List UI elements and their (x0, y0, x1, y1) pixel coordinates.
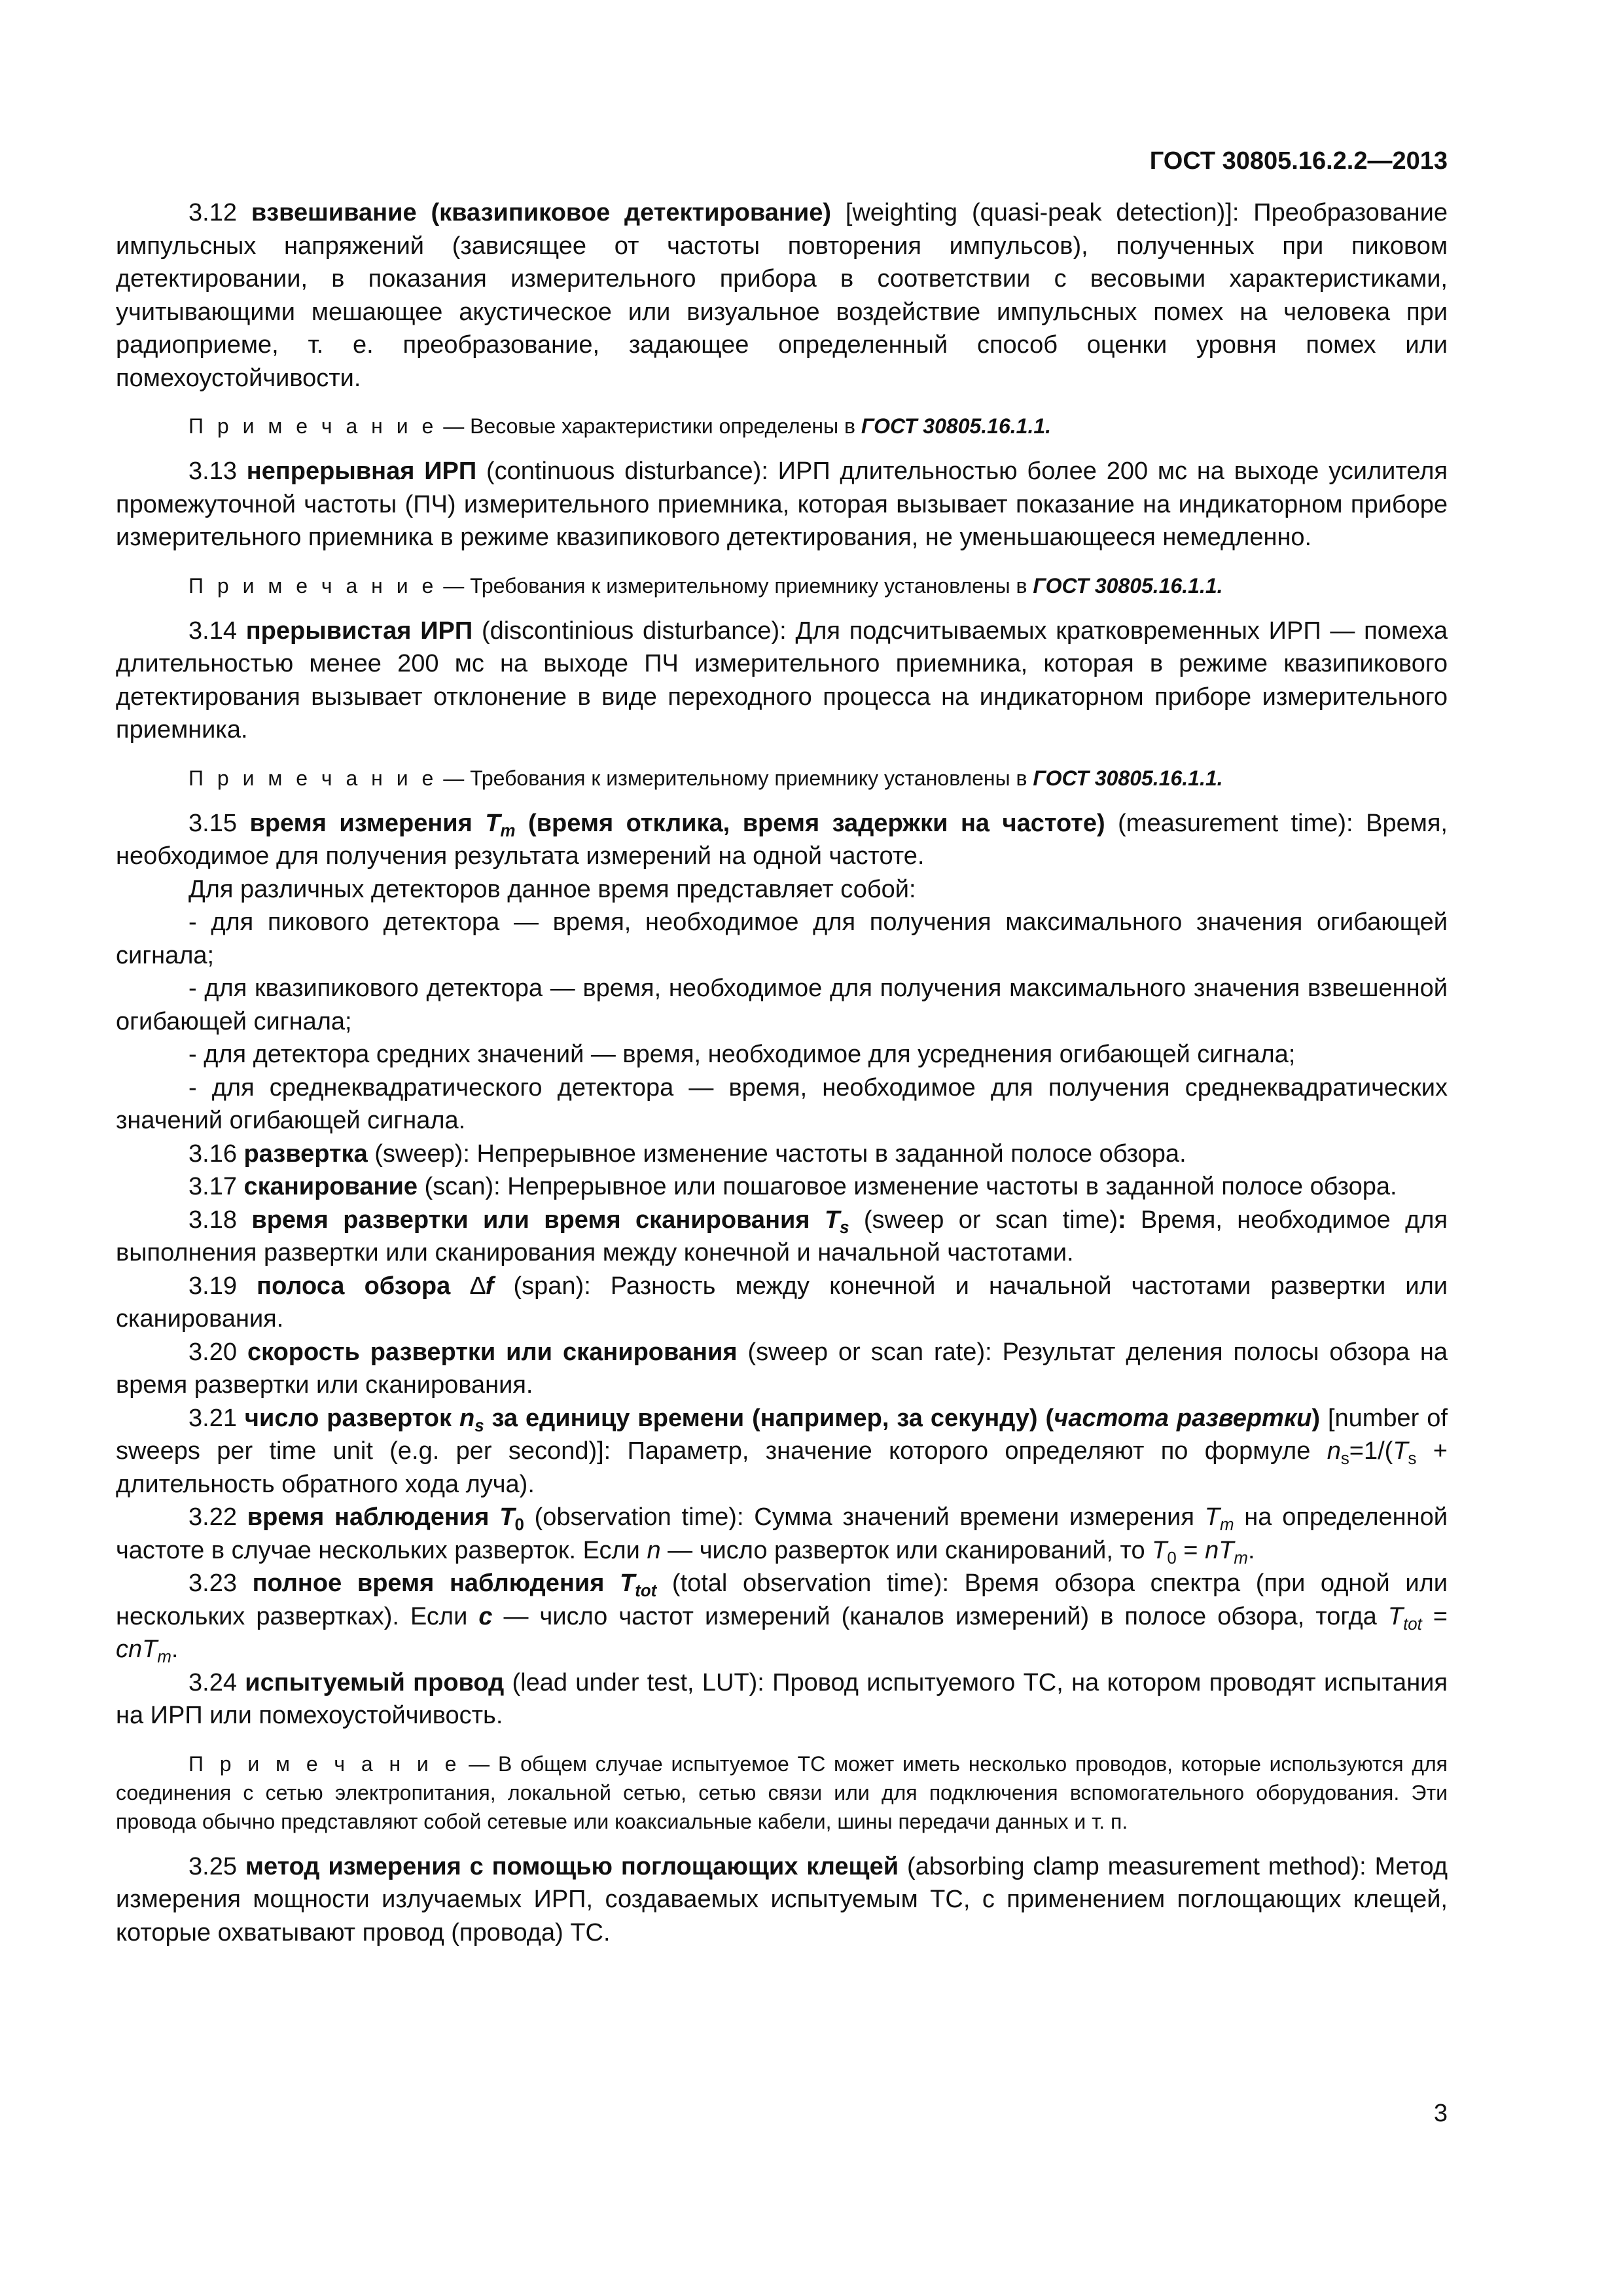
clause-3-19 (116, 1270, 1448, 1336)
formula-text: . (171, 1636, 179, 1663)
definition: (sweep or scan time) (849, 1206, 1118, 1234)
page-number: 3 (1433, 2100, 1448, 2127)
note-text: — Требования к измерительному приемнику установлены в (437, 573, 1033, 598)
term: полное время наблюдения (252, 1570, 620, 1597)
standard-reference: ГОСТ 30805.16.1.1. (1033, 573, 1223, 598)
symbol-subscript: m (500, 821, 516, 840)
formula-symbol: T (1204, 1503, 1220, 1531)
note-label: П р и м е ч а н и е (188, 573, 438, 598)
term: развертка (243, 1139, 368, 1168)
symbol-subscript: tot (635, 1581, 657, 1600)
formula-text: . (1247, 1536, 1255, 1564)
definition: (observation time): Сумма значений времени измерения (524, 1503, 1205, 1531)
formula-subscript: s (1340, 1449, 1349, 1468)
definition: — число разверток или сканирований, то (660, 1536, 1152, 1564)
delta-symbol: ∆ (470, 1272, 486, 1300)
definition: (continuous disturbance): ИРП длительностью более 200 мс на выходе усилителя промежуточной частоты (ПЧ) измерительного приемника, которая вызывает показание на индикаторном приборе измерительного приемника в режиме квазипикового детектирования, не уменьшающееся немедленно. (116, 457, 1448, 551)
definition: [weighting (quasi-peak detection)]: Преобразование импульсных напряжений (зависящее от частоты повторения импульсов), полученных при пиковом детектировании, в показания измерительного прибора в соответствии с весовыми характеристиками, учитывающими мешающее акустическое или визуальное воздействие импульсных помех на человека при радиоприеме, т. е. преобразование, задающее определенный способ оценки уровня помех или помехоустойчивости. (116, 199, 1448, 392)
list-item: - для среднеквадратического детектора — время, необходимое для получения среднеквадратических значений огибающей сигнала. (116, 1073, 1448, 1134)
formula-subscript: m (1220, 1515, 1234, 1534)
definition: (total observation time): Время обзора спектра (при одной или нескольких развертках). Если (116, 1570, 1448, 1630)
clause-number: 3.17 (188, 1173, 244, 1200)
clause-number: 3.18 (188, 1206, 252, 1234)
term: прерывистая ИРП (245, 617, 473, 645)
standard-reference: ГОСТ 30805.16.1.1. (1033, 766, 1223, 790)
clause-number: 3.22 (188, 1503, 247, 1531)
symbol-subscript: s (474, 1416, 484, 1435)
formula-subscript: 0 (1167, 1549, 1177, 1568)
formula-text: = (1421, 1602, 1448, 1630)
symbol: n (459, 1404, 475, 1432)
symbol: T (620, 1570, 635, 1597)
definition: на определенной частоте в случае нескольких разверток. Если (116, 1503, 1448, 1564)
term-text: время измерения (249, 809, 486, 837)
clause-3-22 (116, 1501, 1448, 1567)
definition: + длительность обратного хода луча). (116, 1437, 1448, 1498)
term: испытуемый провод (245, 1668, 505, 1696)
formula-subscript: tot (1403, 1615, 1422, 1634)
clause-3-21 (116, 1402, 1448, 1501)
symbol: T (485, 809, 501, 837)
clause-3-16 (116, 1138, 1448, 1171)
note-text: — Весовые характеристики определены в (437, 414, 861, 438)
formula-subscript: m (1234, 1549, 1248, 1568)
clause-3-18 (116, 1204, 1448, 1270)
definition: (scan): Непрерывное или пошаговое изменение частоты в заданной полосе обзора. (418, 1173, 1397, 1200)
term-text: за единицу времени (например, за секунду) ( (484, 1404, 1054, 1432)
list-item: - для пикового детектора — время, необходимое для получения максимального значения огибающей сигнала; (116, 908, 1448, 969)
term: время развертки или время сканирования (251, 1206, 825, 1234)
term (244, 1404, 1320, 1435)
symbol-subscript: 0 (514, 1515, 524, 1534)
document-header: ГОСТ 30805.16.2.2—2013 (1149, 147, 1448, 175)
term-text: частота развертки (1054, 1404, 1312, 1432)
definition: (span): Разность между конечной и начальной частотами развертки или сканирования. (116, 1272, 1448, 1333)
colon: : (1118, 1206, 1126, 1234)
term: метод измерения с помощью поглощающих клещей (245, 1852, 899, 1880)
formula-subscript: m (157, 1647, 171, 1666)
symbol: f (485, 1272, 494, 1300)
term-text: число разверток (244, 1404, 459, 1432)
definition: (sweep): Непрерывное изменение частоты в заданной полосе обзора. (367, 1139, 1186, 1168)
formula-text: =1/( (1349, 1437, 1393, 1465)
note-3-14 (116, 764, 1448, 793)
clause-number: 3.20 (188, 1338, 247, 1366)
definition: (lead under test, LUT): Провод испытуемого ТС, на котором проводят испытания на ИРП или помехоустойчивость. (116, 1668, 1448, 1729)
clause-number: 3.14 (188, 617, 246, 645)
term: непрерывная ИРП (246, 457, 477, 485)
note-text: — Требования к измерительному приемнику установлены в (437, 766, 1033, 790)
term: взвешивание (квазипиковое детектирование) (251, 199, 832, 226)
clause-number: 3.21 (188, 1404, 245, 1432)
clause-3-15-intro: Для различных детекторов данное время представляет собой: (188, 875, 916, 903)
term-text: (время отклика, время задержки на частоте) (515, 809, 1105, 837)
clause-3-15 (116, 807, 1448, 873)
clause-number: 3.12 (188, 199, 251, 226)
formula-symbol: n (1327, 1437, 1341, 1465)
symbol: T (824, 1206, 840, 1234)
list-item: - для детектора средних значений — время, необходимое для усреднения огибающей сигнала; (188, 1041, 1296, 1068)
document-page (116, 147, 1448, 1949)
clause-number: 3.24 (188, 1668, 245, 1696)
term: полоса обзора (257, 1272, 471, 1300)
formula-symbol: nT (1205, 1536, 1234, 1564)
clause-3-12 (116, 196, 1448, 395)
clause-number: 3.25 (188, 1852, 245, 1880)
formula-symbol: T (1393, 1437, 1408, 1465)
clause-3-23 (116, 1567, 1448, 1666)
note-3-12 (116, 412, 1448, 440)
note-text: — В общем случае испытуемое ТС может иметь несколько проводов, которые используются для соединения с сетью электропитания, локальной сетью, сетью связи или для подключения вспомогательного оборудования. Эти провода обычно представляют собой сетевые или коаксиальные кабели, шины передачи данных и т. п. (116, 1751, 1448, 1833)
note-3-24 (116, 1749, 1448, 1836)
symbol: T (499, 1503, 515, 1531)
term-text: ) (1311, 1404, 1320, 1432)
formula-subscript: s (1408, 1449, 1417, 1468)
definition: (measurement time): Время, необходимое для получения результата измерений на одной частоте. (116, 809, 1448, 870)
symbol-subscript: s (840, 1218, 849, 1237)
formula-symbol: n (647, 1536, 661, 1564)
clause-number: 3.15 (188, 809, 250, 837)
formula-symbol: T (1152, 1536, 1168, 1564)
definition: — число частот измерений (каналов измерений) в полосе обзора, тогда (492, 1602, 1388, 1630)
clause-number: 3.19 (188, 1272, 257, 1300)
note-3-13 (116, 571, 1448, 600)
formula-symbol: c (478, 1602, 493, 1630)
formula-symbol: T (1387, 1602, 1404, 1630)
clause-number: 3.16 (188, 1139, 244, 1168)
clause-number: 3.23 (188, 1570, 253, 1597)
clause-3-24 (116, 1666, 1448, 1732)
term: сканирование (243, 1173, 418, 1200)
clause-3-17 (116, 1170, 1448, 1204)
term: скорость развертки или сканирования (247, 1338, 738, 1366)
definition: (absorbing clamp measurement method): Метод измерения мощности излучаемых ИРП, создаваемых испытуемым ТС, с применением поглощающих клещей, которые охватывают провод (провода) ТС. (116, 1852, 1448, 1946)
note-label: П р и м е ч а н и е (188, 414, 438, 438)
definition: Время, необходимое для выполнения развертки или сканирования между конечной и начальной частотами. (116, 1206, 1448, 1266)
note-label: П р и м е ч а н и е (188, 1751, 461, 1776)
clause-number: 3.13 (188, 457, 247, 485)
clause-3-20 (116, 1336, 1448, 1402)
definition: [number of sweeps per time unit (e.g. per second)]: Параметр, значение которого определяют по формуле (116, 1404, 1448, 1465)
definition: (sweep or scan rate): Результат деления полосы обзора на время развертки или сканирования. (116, 1338, 1448, 1399)
clause-3-13 (116, 455, 1448, 554)
formula-text: = (1176, 1536, 1205, 1564)
term (249, 809, 1105, 840)
clause-3-25 (116, 1850, 1448, 1950)
formula-symbol: cnT (116, 1636, 158, 1663)
list-item: - для квазипикового детектора — время, необходимое для получения максимального значения взвешенной огибающей сигнала; (116, 975, 1448, 1035)
standard-reference: ГОСТ 30805.16.1.1. (861, 414, 1052, 438)
definition: (discontinious disturbance): Для подсчитываемых кратковременных ИРП — помеха длительностью менее 200 мс на выходе ПЧ измерительного приемника, которая в режиме квазипикового детектирования вызывает отклонение в виде переходного процесса на индикаторном приборе измерительного приемника. (116, 617, 1448, 744)
term: время наблюдения (247, 1503, 500, 1531)
clause-3-14 (116, 615, 1448, 747)
note-label: П р и м е ч а н и е (188, 766, 438, 790)
